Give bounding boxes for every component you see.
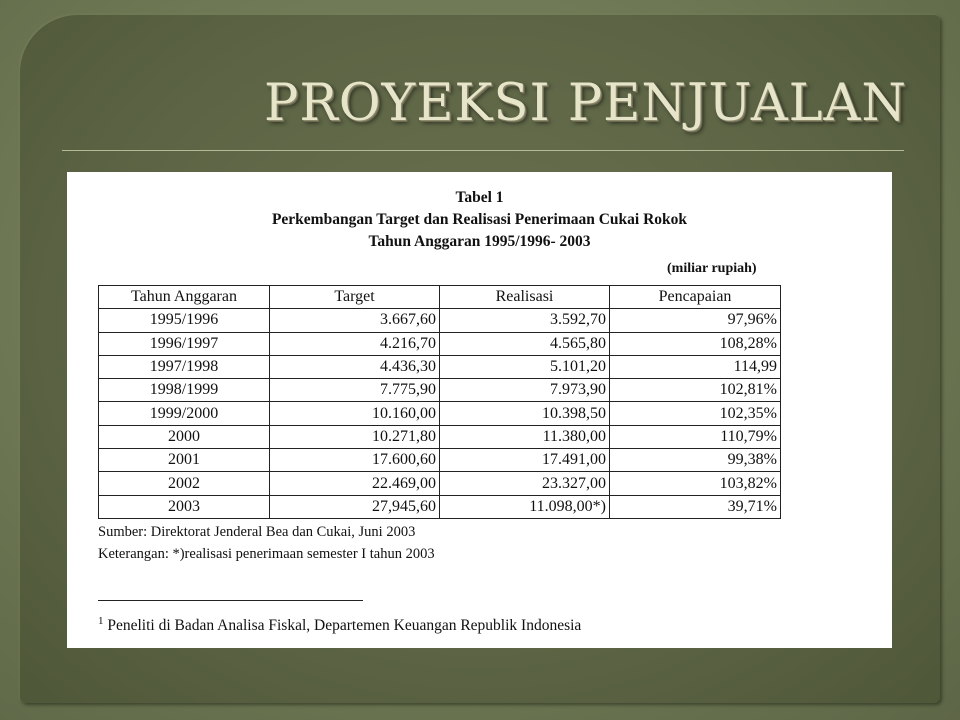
source-note: Sumber: Direktorat Jenderal Bea dan Cukai, Juni 2003	[98, 524, 416, 540]
header-tahun-anggaran: Tahun Anggaran	[99, 286, 270, 309]
cell-pencapaian: 108,28%	[610, 332, 781, 355]
table-row	[99, 449, 781, 472]
cell-target: 22.469,00	[270, 472, 440, 495]
header-pencapaian: Pencapaian	[610, 286, 781, 309]
table-row	[99, 402, 781, 425]
cell-year: 1999/2000	[99, 402, 270, 425]
cell-pencapaian: 110,79%	[610, 425, 781, 448]
header-realisasi: Realisasi	[440, 286, 610, 309]
cell-pencapaian: 102,35%	[610, 402, 781, 425]
document-image	[67, 172, 892, 648]
cell-realisasi: 23.327,00	[440, 472, 610, 495]
revenue-table	[98, 285, 781, 519]
table-row	[99, 309, 781, 332]
cell-year: 2003	[99, 495, 270, 518]
table-caption-period: Tahun Anggaran 1995/1996- 2003	[368, 233, 591, 250]
cell-target: 10.271,80	[270, 425, 440, 448]
cell-target: 17.600,60	[270, 449, 440, 472]
cell-realisasi: 7.973,90	[440, 379, 610, 402]
cell-realisasi: 10.398,50	[440, 402, 610, 425]
table-caption-title: Perkembangan Target dan Realisasi Penerimaan Cukai Rokok	[271, 211, 688, 228]
cell-realisasi: 11.098,00*)	[440, 495, 610, 518]
footnote-marker: 1	[98, 615, 104, 627]
cell-target: 7.775,90	[270, 379, 440, 402]
cell-pencapaian: 99,38%	[610, 449, 781, 472]
cell-target: 4.436,30	[270, 355, 440, 378]
table-caption-label: Tabel 1	[455, 189, 504, 206]
cell-realisasi: 5.101,20	[440, 355, 610, 378]
table-row	[99, 332, 781, 355]
footnote-divider	[98, 600, 363, 601]
cell-realisasi: 17.491,00	[440, 449, 610, 472]
cell-year: 2000	[99, 425, 270, 448]
cell-pencapaian: 103,82%	[610, 472, 781, 495]
cell-realisasi: 11.380,00	[440, 425, 610, 448]
cell-year: 2002	[99, 472, 270, 495]
cell-year: 1997/1998	[99, 355, 270, 378]
cell-realisasi: 4.565,80	[440, 332, 610, 355]
title-divider	[62, 150, 904, 151]
cell-year: 1995/1996	[99, 309, 270, 332]
cell-pencapaian: 97,96%	[610, 309, 781, 332]
table-row	[99, 355, 781, 378]
cell-year: 2001	[99, 449, 270, 472]
table-row	[99, 495, 781, 518]
cell-pencapaian: 114,99	[610, 355, 781, 378]
cell-pencapaian: 39,71%	[610, 495, 781, 518]
cell-target: 10.160,00	[270, 402, 440, 425]
slide-title: PROYEKSI PENJUALAN	[264, 74, 907, 133]
table-row	[99, 379, 781, 402]
table-header-row	[99, 286, 781, 309]
cell-year: 1996/1997	[99, 332, 270, 355]
header-target: Target	[270, 286, 440, 309]
table-row	[99, 425, 781, 448]
cell-pencapaian: 102,81%	[610, 379, 781, 402]
cell-realisasi: 3.592,70	[440, 309, 610, 332]
cell-year: 1998/1999	[99, 379, 270, 402]
cell-target: 4.216,70	[270, 332, 440, 355]
unit-note: (miliar rupiah)	[667, 261, 757, 276]
remark-note: Keterangan: *)realisasi penerimaan semester I tahun 2003	[98, 546, 435, 562]
cell-target: 3.667,60	[270, 309, 440, 332]
table-row	[99, 472, 781, 495]
cell-target: 27,945,60	[270, 495, 440, 518]
footnote-text: Peneliti di Badan Analisa Fiskal, Departemen Keuangan Republik Indonesia	[107, 617, 582, 635]
footnote	[98, 615, 581, 635]
